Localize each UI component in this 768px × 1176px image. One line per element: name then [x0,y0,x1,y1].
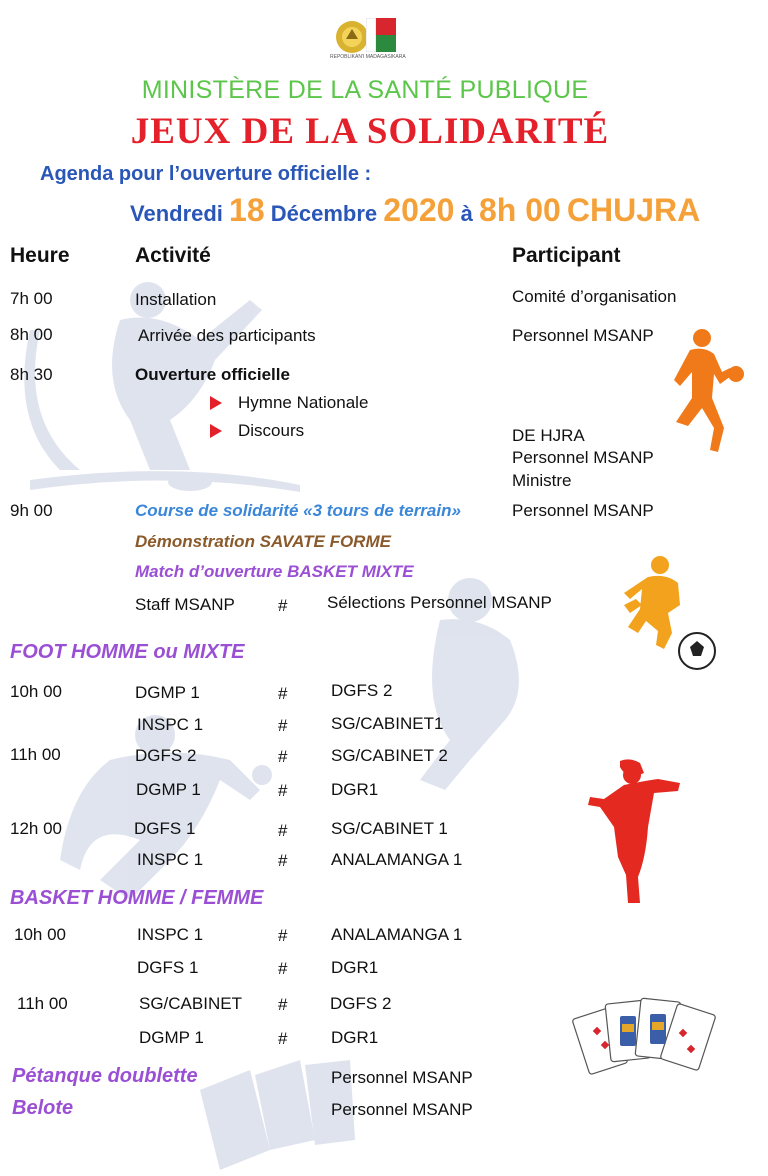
opening-match: Match d’ouverture BASKET MIXTE [135,562,414,581]
row3-bullet2: Discours [238,421,305,440]
foot-m3-team2: SG/CABINET 2 [331,746,448,765]
basket-m3-team2: DGFS 2 [330,994,392,1013]
foot-m6-team2: ANALAMANGA 1 [331,850,463,869]
date-place: CHUJRA [566,192,701,228]
foot-m3-time: 11h 00 [10,745,61,764]
basketball-player-icon [668,328,748,458]
foot-m5-team1: DGFS 1 [134,819,196,838]
foot-m5-team2: SG/CABINET 1 [331,819,448,838]
date-time: 8h 00 [478,192,561,228]
petanque-player-icon [584,757,684,907]
date-line [130,192,700,229]
foot-section-title: FOOT HOMME ou MIXTE [10,641,245,663]
foot-m2-vs: # [278,716,288,735]
madagascar-flag-icon [366,18,396,52]
foot-m6-team1: INSPC 1 [137,850,204,869]
bullet-arrow-icon [210,396,222,410]
date-month: Décembre [270,201,378,226]
row3-time: 8h 30 [10,365,53,384]
foot-m1-team2: DGFS 2 [331,681,393,700]
basket-m1-team1: INSPC 1 [137,925,204,944]
basket-m3-team1: SG/CABINET [139,994,242,1013]
row2-time: 8h 00 [10,325,53,344]
foot-m4-team1: DGMP 1 [136,780,201,799]
row2-activity: Arrivée des participants [138,326,316,345]
ministry-title: MINISTÈRE DE LA SANTÉ PUBLIQUE [141,76,589,104]
row3-activity: Ouverture officielle [135,365,290,384]
foot-m4-vs: # [278,781,288,800]
logo-caption: REPOBLIKAN'I MADAGASIKARA [330,54,406,60]
foot-m1-team1: DGMP 1 [135,683,200,702]
playing-cards-icon [572,994,732,1084]
demo-activity: Démonstration SAVATE FORME [135,532,391,551]
basket-section-title: BASKET HOMME / FEMME [10,887,264,909]
foot-m4-team2: DGR1 [331,780,379,799]
belote-participant: Personnel MSANP [331,1100,473,1119]
staff-vs: # [278,596,288,615]
foot-m5-vs: # [278,821,288,840]
row1-time: 7h 00 [10,289,53,308]
foot-m1-time: 10h 00 [10,682,62,701]
row4-activity: Course de solidarité «3 tours de terrain» [135,501,461,520]
row2-participant: Personnel MSANP [512,326,654,345]
bullet-arrow-icon [210,424,222,438]
row3-participant1: DE HJRA [512,426,585,445]
column-hour: Heure [10,244,70,267]
column-activity: Activité [135,244,211,267]
staff-team2: Sélections Personnel MSANP [327,593,552,612]
row3-participant2: Personnel MSANP [512,448,654,467]
basket-m4-team2: DGR1 [331,1028,379,1047]
foot-m1-vs: # [278,684,288,703]
football-player-icon [620,553,720,673]
basket-m4-vs: # [278,1029,288,1048]
basket-m3-time: 11h 00 [17,994,68,1013]
foot-m5-time: 12h 00 [10,819,62,838]
petanque-label: Pétanque doublette [12,1065,198,1087]
row3-participant3: Ministre [512,471,572,490]
foot-m3-vs: # [278,747,288,766]
petanque-participant: Personnel MSANP [331,1068,473,1087]
basket-m2-vs: # [278,959,288,978]
staff-team1: Staff MSANP [135,595,235,614]
basket-m3-vs: # [278,995,288,1014]
row4-time: 9h 00 [10,501,53,520]
basket-m1-vs: # [278,926,288,945]
basket-m4-team1: DGMP 1 [139,1028,204,1047]
agenda-title: Agenda pour l’ouverture officielle : [40,163,372,185]
foot-m2-team1: INSPC 1 [137,715,204,734]
row4-participant: Personnel MSANP [512,501,654,520]
row1-participant: Comité d’organisation [512,287,677,306]
column-participant: Participant [512,244,621,267]
row1-activity: Installation [135,290,217,309]
date-at: à [460,201,473,226]
belote-label: Belote [12,1097,74,1119]
basket-m2-team2: DGR1 [331,958,379,977]
row3-bullet1: Hymne Nationale [238,393,369,412]
date-year: 2020 [383,192,455,228]
foot-m2-team2: SG/CABINET1 [331,714,444,733]
event-title: JEUX DE LA SOLIDARITÉ [130,111,610,152]
date-day-label: Vendredi [130,201,223,226]
date-day: 18 [229,192,265,228]
basket-m2-team1: DGFS 1 [137,958,199,977]
foot-m6-vs: # [278,851,288,870]
basket-m1-time: 10h 00 [14,925,66,944]
basket-m1-team2: ANALAMANGA 1 [331,925,463,944]
foot-m3-team1: DGFS 2 [135,746,197,765]
